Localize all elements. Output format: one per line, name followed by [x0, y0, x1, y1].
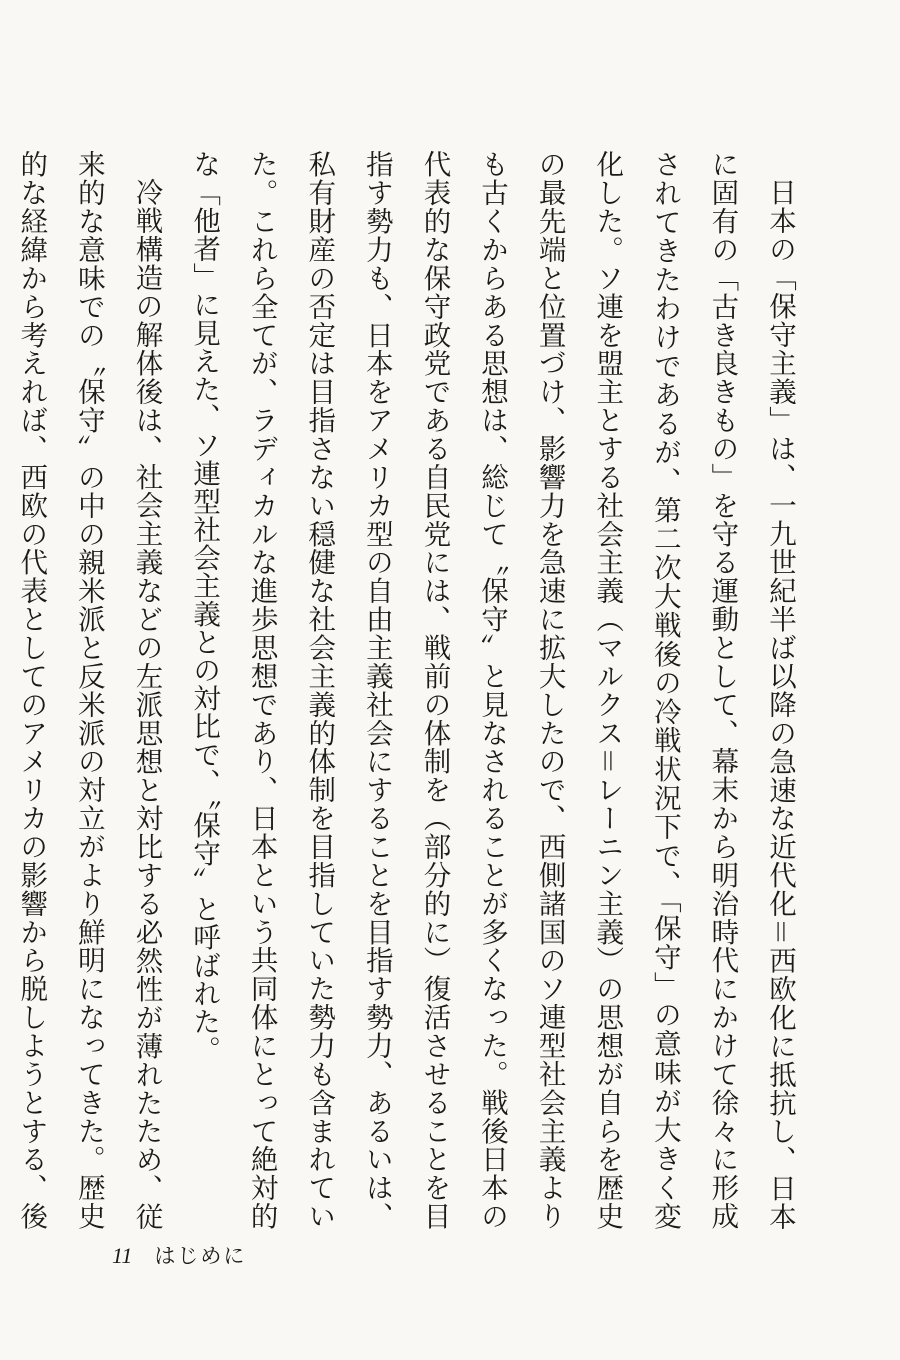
body-text: [15, 150, 808, 1230]
running-head: はじめに: [154, 1244, 247, 1268]
page-number: 11: [112, 1243, 133, 1268]
paragraph: 日本の「保守主義」は、一九世紀半ば以降の急速な近代化＝西欧化に抵抗し、日本に固有の「古き良きもの」を守る運動として、幕末から明治時代にかけて徐々に形成されてきたわけであるが、第二次大戦後の冷戦状況下で、「保守」の意味が大きく変化した。ソ連を盟主とする社会主義（マルクス＝レーニン主義）の思想が自らを歴史の最先端と位置づけ、影響力を急速に拡大したので、西側諸国のソ連型社会主義よりも古くからある思想は、総じて〝保守〟と見なされることが多くなった。戦後日本の代表的な保守政党である自民党には、戦前の体制を（部分的に）復活させることを目指す勢力も、日本をアメリカ型の自由主義社会にすることを目指す勢力、あるいは、私有財産の否定は目指さない穏健な社会主義的体制を目指していた勢力も含まれていた。これら全てが、ラディカルな進歩思想であり、日本という共同体にとって絶対的な「他者」に見えた、ソ連型社会主義との対比で、〝保守〟と呼ばれた。: [188, 150, 796, 1230]
page-footer: [112, 1240, 246, 1270]
paragraph: 冷戦構造の解体後は、社会主義などの左派思想と対比する必然性が薄れたため、従来的な意味での〝保守〟の中の親米派と反米派の対立がより鮮明になってきた。歴史的な経緯から考えれば、西欧の代表としてのアメリカの影響から脱しようとする、後: [15, 150, 163, 1230]
